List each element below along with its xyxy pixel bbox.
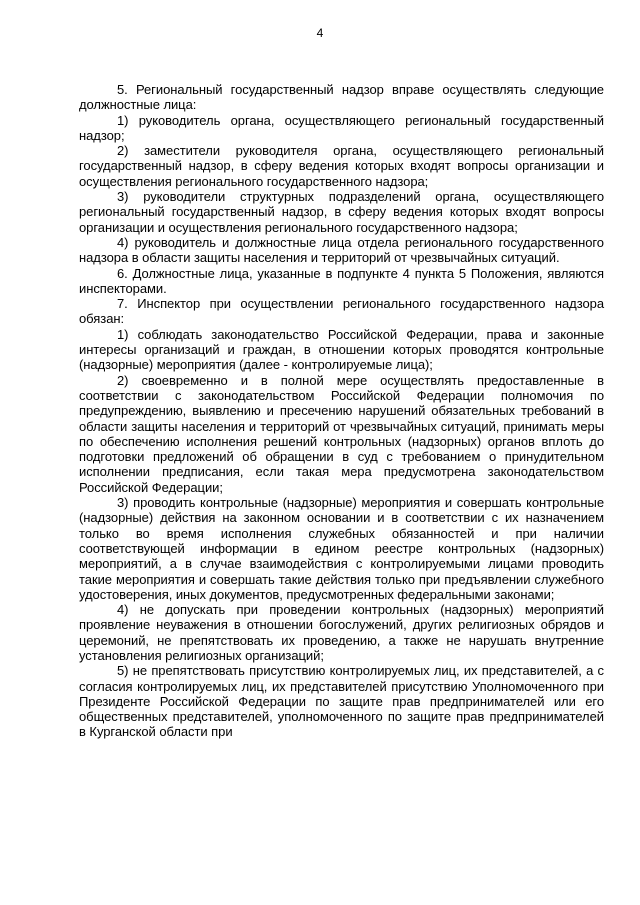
paragraph-5-item-1: 1) руководитель органа, осуществляющего региональный государственный надзор;: [79, 112, 604, 143]
paragraph-7-item-1: 1) соблюдать законодательство Российской Федерации, права и законные интересы организаций и граждан, в отношении которых проводятся контрольные (надзорные) мероприятия (далее - контролируемые лица);: [79, 326, 604, 373]
paragraph-7-item-4: 4) не допускать при проведении контрольных (надзорных) мероприятий проявление неуважения в отношении богослужений, других религиозных обрядов и церемоний, не препятствовать их проведению, а также не нарушать внутренние установления религиозных организаций;: [79, 602, 604, 663]
paragraph-7-item-5: 5) не препятствовать присутствию контролируемых лиц, их представителей, а с согласия контролируемых лиц, их представителей присутствию Уполномоченного при Президенте Российской Федерации по защите прав предпринимателей или его общественных представителей, уполномоченного по защите прав предпринимателей в Курганской области при: [79, 663, 604, 740]
page-number: 4: [316, 26, 324, 40]
paragraph-7-item-3: 3) проводить контрольные (надзорные) мероприятия и совершать контрольные (надзорные) действия на законном основании и в соответствии с их назначением только во время исполнения служебных обязанностей и при наличии соответствующей информации в едином реестре контрольных (надзорных) мероприятий, а в случае взаимодействия с контролируемыми лицами проводить такие мероприятия и совершать такие действия только при предъявлении служебного удостоверения, иных документов, предусмотренных федеральными законами;: [79, 495, 604, 602]
document-body: [79, 82, 604, 740]
paragraph-7: 7. Инспектор при осуществлении регионального государственного надзора обязан:: [79, 296, 604, 327]
paragraph-5: 5. Региональный государственный надзор вправе осуществлять следующие должностные лица:: [79, 82, 604, 113]
paragraph-7-item-2: 2) своевременно и в полной мере осуществлять предоставленные в соответствии с законодательством Российской Федерации полномочия по предупреждению, выявлению и пресечению нарушений обязательных требований в области защиты населения и территорий от чрезвычайных ситуаций, принимать меры по обеспечению исполнения решений контрольных (надзорных) органов вплоть до подготовки предложений об обращении в суд с требованием о принудительном исполнении предписания, если такая мера предусмотрена законодательством Российской Федерации;: [79, 372, 604, 495]
paragraph-5-item-4: 4) руководитель и должностные лица отдела регионального государственного надзора в области защиты населения и территорий от чрезвычайных ситуаций.: [79, 234, 604, 266]
paragraph-5-item-3: 3) руководители структурных подразделений органа, осуществляющего региональный государственный надзор, в сферу ведения которых входят вопросы организации и осуществления регионального государственного надзора;: [79, 189, 604, 235]
paragraph-5-item-2: 2) заместители руководителя органа, осуществляющего региональный государственный надзор, в сферу ведения которых входят вопросы организации и осуществления регионального государственного надзора;: [79, 143, 604, 189]
paragraph-6: 6. Должностные лица, указанные в подпункте 4 пункта 5 Положения, являются инспекторами.: [79, 265, 604, 296]
